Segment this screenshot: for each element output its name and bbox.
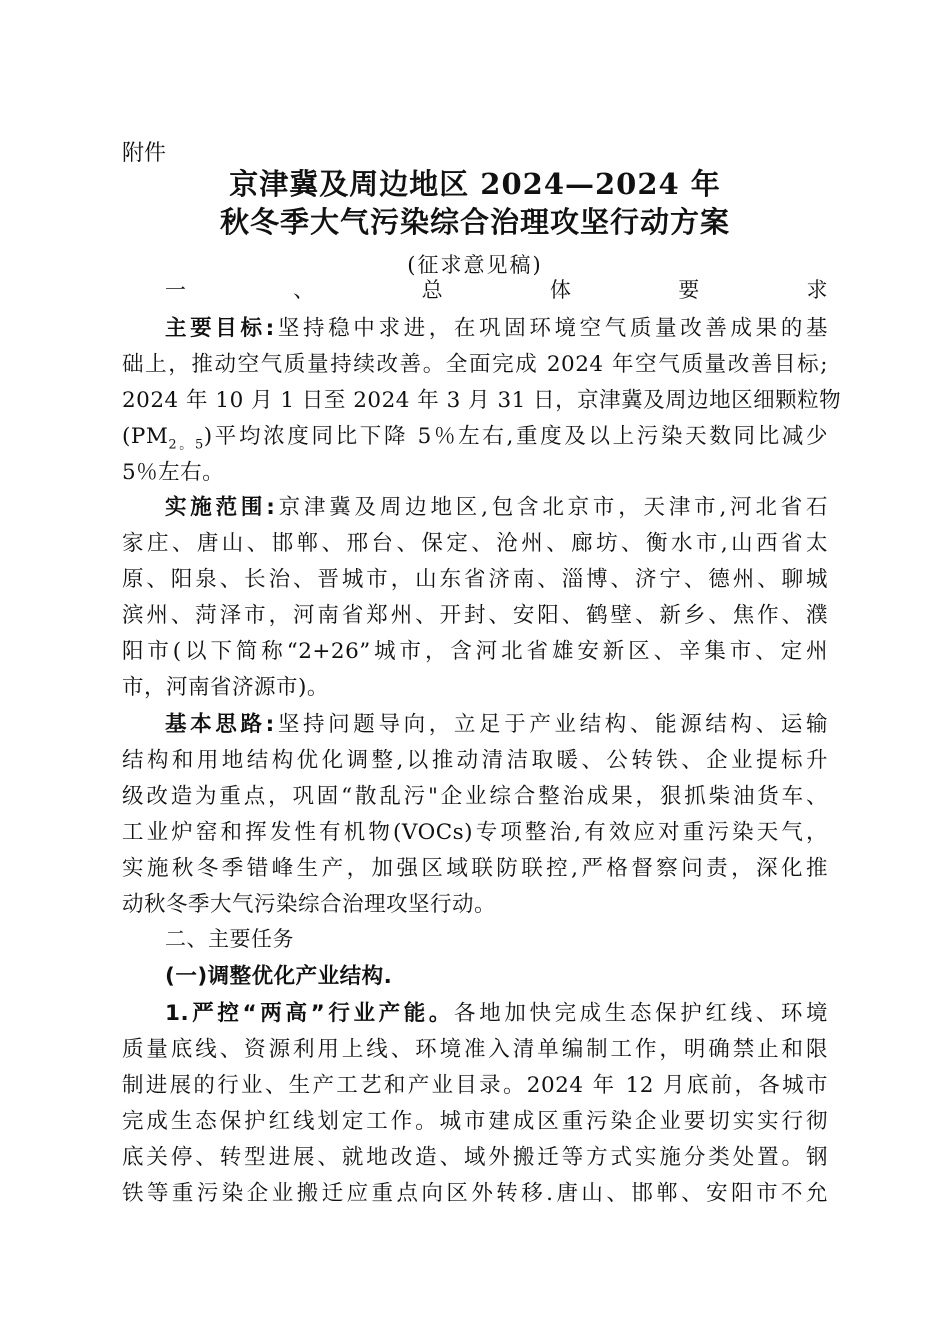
subsection-heading: (一)调整优化产业结构. bbox=[165, 964, 393, 989]
section-heading-general: 一、总体要求 bbox=[165, 278, 828, 302]
paragraph-line: 原、阳泉、长治、晋城市，山东省济南、淄博、济宁、德州、聊城 bbox=[122, 567, 828, 592]
paragraph-line: 底关停、转型进展、就地改造、域外搬迁等方式实施分类处置。钢 bbox=[122, 1145, 828, 1170]
document-title-line1: 京津冀及周边地区 2024—2024 年 bbox=[229, 167, 721, 201]
paragraph-lead: 1.严控“两高”行业产能。 bbox=[165, 1001, 455, 1026]
paragraph-line: 主要目标:坚持稳中求进，在巩固环境空气质量改善成果的基 bbox=[165, 316, 828, 341]
paragraph-line: 础上，推动空气质量持续改善。全面完成 2024 年空气质量改善目标; bbox=[122, 352, 828, 377]
paragraph-line: 市，河南省济源市)。 bbox=[122, 675, 329, 700]
paragraph-lead: 基本思路: bbox=[165, 712, 275, 737]
paragraph-line: 实施范围:京津冀及周边地区,包含北京市，天津市,河北省石 bbox=[165, 495, 828, 520]
paragraph-line: 家庄、唐山、邯郸、邢台、保定、沧州、廊坊、衡水市,山西省太 bbox=[122, 531, 828, 556]
paragraph-line: 阳市(以下简称“2+26”城市，含河北省雄安新区、辛集市、定州 bbox=[122, 639, 828, 664]
document-title-line2: 秋冬季大气污染综合治理攻坚行动方案 bbox=[219, 205, 730, 239]
paragraph-line: 实施秋冬季错峰生产，加强区域联防联控,严格督察问责，深化推 bbox=[122, 856, 828, 881]
paragraph-lead: 实施范围: bbox=[165, 495, 276, 520]
paragraph-line: 2024 年 10 月 1 日至 2024 年 3 月 31 日，京津冀及周边地区细颗粒物 bbox=[122, 388, 842, 413]
paragraph-line: 基本思路:坚持问题导向，立足于产业结构、能源结构、运输 bbox=[165, 712, 828, 737]
paragraph-line: 动秋冬季大气污染综合治理攻坚行动。 bbox=[122, 892, 497, 917]
paragraph-line: 滨州、菏泽市，河南省郑州、开封、安阳、鹤壁、新乡、焦作、濮 bbox=[122, 603, 828, 628]
paragraph-lead: 主要目标: bbox=[165, 316, 275, 341]
draft-note: (征求意见稿) bbox=[407, 253, 543, 277]
paragraph-line: 结构和用地结构优化调整,以推动清洁取暖、公转铁、企业提标升 bbox=[122, 748, 828, 773]
paragraph-line: 级改造为重点，巩固“散乱污"企业综合整治成果，狠抓柴油货车、 bbox=[122, 784, 828, 809]
paragraph-line: $(PM_{2。5})$平均浓度同比下降 5％左右,重度及以上污染天数同比减少 bbox=[122, 424, 828, 453]
paragraph-line: 制进展的行业、生产工艺和产业目录。2024 年 12 月底前，各城市 bbox=[122, 1073, 828, 1098]
paragraph-line: 铁等重污染企业搬迁应重点向区外转移.唐山、邯郸、安阳市不允 bbox=[122, 1181, 828, 1206]
section-heading-tasks: 二、主要任务 bbox=[165, 927, 294, 951]
paragraph-line: 完成生态保护红线划定工作。城市建成区重污染企业要切实实行彻 bbox=[122, 1109, 828, 1134]
paragraph-line: 质量底线、资源利用上线、环境准入清单编制工作，明确禁止和限 bbox=[122, 1037, 828, 1062]
attachment-label: 附件 bbox=[122, 141, 167, 166]
paragraph-line: 1.严控“两高”行业产能。各地加快完成生态保护红线、环境 bbox=[165, 1001, 828, 1026]
paragraph-line: 工业炉窑和挥发性有机物(VOCs)专项整治,有效应对重污染天气， bbox=[122, 820, 828, 845]
paragraph-line: 5％左右。 bbox=[122, 460, 225, 485]
